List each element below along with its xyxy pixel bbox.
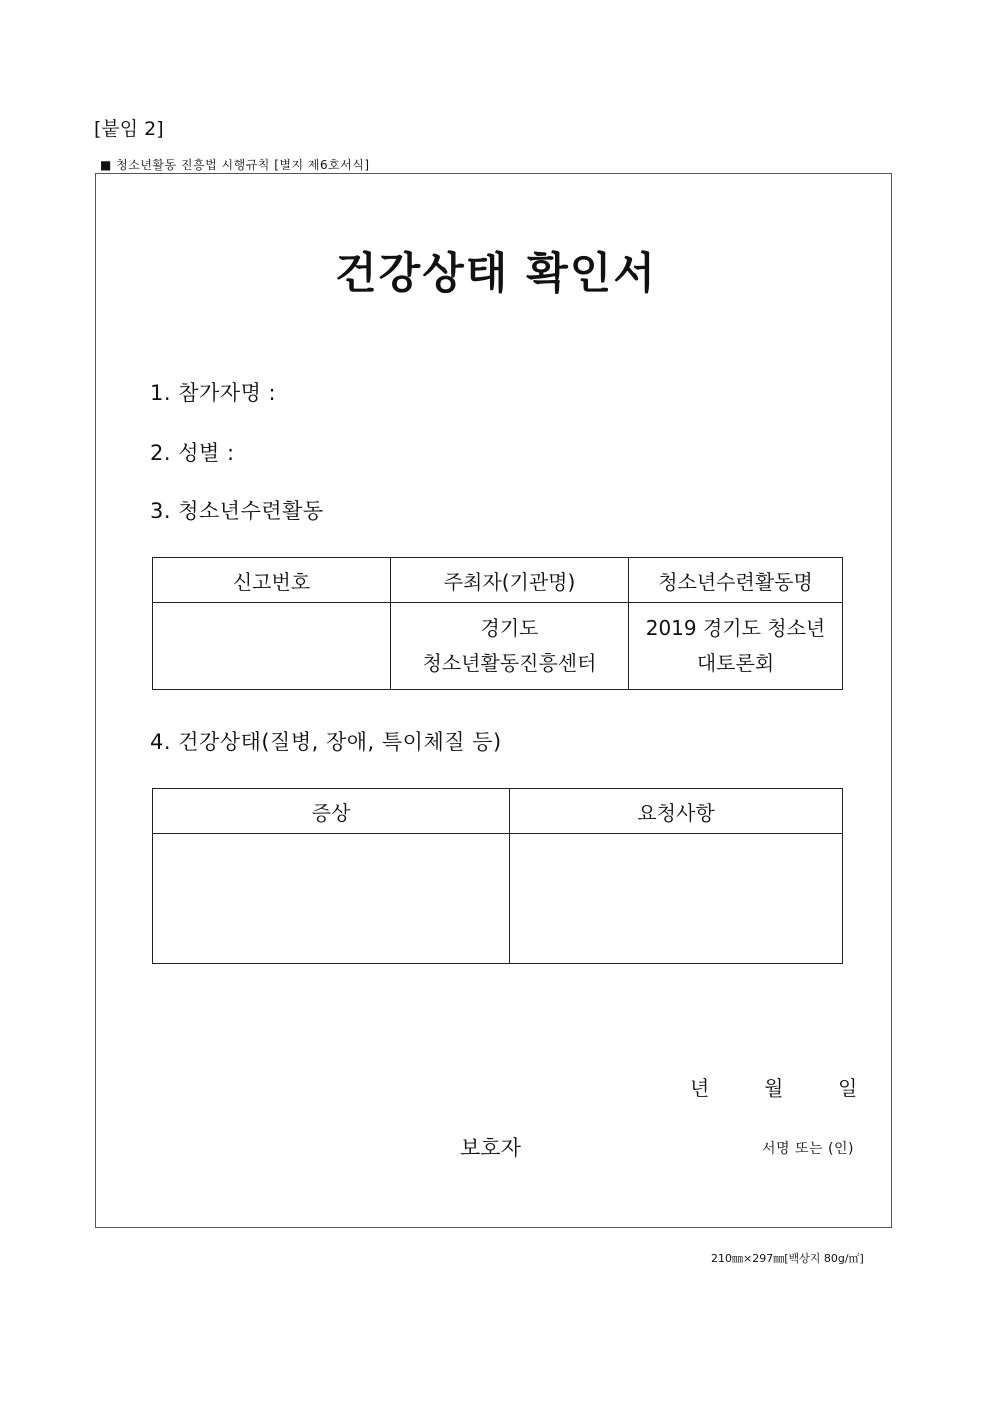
activity-table-row: [153, 603, 843, 690]
date-day-label: 일: [838, 1076, 858, 1100]
signature-label: 서명 또는 (인): [762, 1141, 854, 1157]
organizer-cell: [391, 603, 629, 690]
health-table-header-row: [153, 789, 843, 834]
organizer-line-2: 청소년활동진흥센터: [422, 651, 597, 675]
header-symptoms: 증상: [153, 789, 510, 834]
health-section-label: 4. 건강상태(질병, 장애, 특이체질 등): [150, 730, 502, 754]
paper-spec: 210㎜×297㎜[백상지 80g/㎡]: [711, 1252, 864, 1265]
activity-name-line-2: 대토론회: [696, 651, 775, 675]
requests-cell[interactable]: [510, 834, 843, 964]
header-requests: 요청사항: [510, 789, 843, 834]
participant-name-label: 1. 참가자명 :: [150, 381, 277, 405]
activity-name-line-1: 2019 경기도 청소년: [645, 616, 826, 640]
attachment-label: [붙임 2]: [94, 118, 164, 140]
activity-name-cell: [629, 603, 843, 690]
activity-table-header-row: [153, 558, 843, 603]
guardian-label: 보호자: [460, 1136, 521, 1160]
gender-label: 2. 성별 :: [150, 441, 235, 465]
health-table-row: [153, 834, 843, 964]
form-reference: ■ 청소년활동 진흥법 시행규칙 [별지 제6호서식]: [100, 158, 370, 172]
date-year-label: 년: [690, 1076, 710, 1100]
header-report-number: 신고번호: [153, 558, 391, 603]
symptoms-cell[interactable]: [153, 834, 510, 964]
activity-table: [152, 557, 843, 690]
header-organizer: 주최자(기관명): [391, 558, 629, 603]
activity-section-label: 3. 청소년수련활동: [150, 499, 324, 523]
date-month-label: 월: [764, 1076, 784, 1100]
form-frame: [95, 173, 892, 1228]
header-activity-name: 청소년수련활동명: [629, 558, 843, 603]
report-number-cell[interactable]: [153, 603, 391, 690]
page-title: 건강상태 확인서: [335, 249, 657, 299]
health-table: [152, 788, 843, 964]
organizer-line-1: 경기도: [480, 616, 539, 640]
